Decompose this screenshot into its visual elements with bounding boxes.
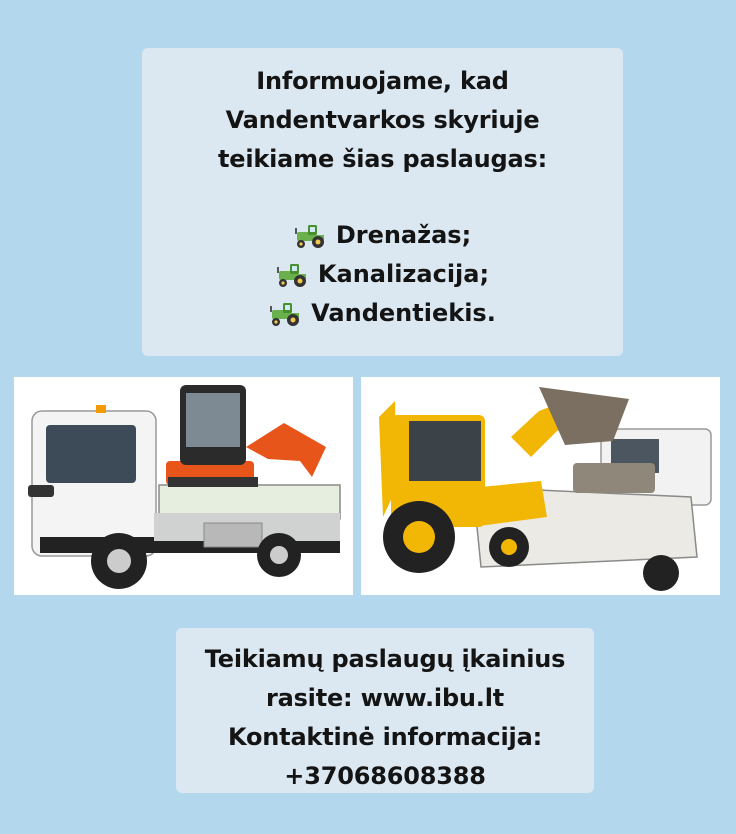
intro-line-1: Informuojame, kad (256, 67, 509, 95)
website-line: rasite: www.ibu.lt (265, 684, 505, 712)
service-item (142, 255, 623, 294)
backhoe-and-truck-photo (361, 377, 720, 595)
truck-with-excavator-photo (14, 377, 353, 595)
service-item (142, 294, 623, 333)
intro-line-3: teikiame šias paslaugas: (218, 145, 547, 173)
service-label-drenazas: Drenažas; (335, 221, 472, 249)
contact-info-card (176, 628, 594, 793)
service-label-vandentiekis: Vandentiekis. (311, 299, 496, 327)
intro-line-2: Vandentvarkos skyriuje (225, 106, 540, 134)
tractor-icon (269, 301, 303, 327)
services-info-card (142, 48, 623, 356)
prices-line: Teikiamų paslaugų įkainius (204, 645, 566, 673)
backhoe-illustration (361, 377, 720, 595)
phone-number: +37068608388 (284, 762, 486, 790)
contact-heading: Kontaktinė informacija: (228, 723, 542, 751)
truck-with-excavator-illustration (14, 377, 353, 595)
tractor-icon (294, 223, 328, 249)
service-item (142, 216, 623, 255)
service-label-kanalizacija: Kanalizacija; (317, 260, 490, 288)
tractor-icon (276, 262, 310, 288)
